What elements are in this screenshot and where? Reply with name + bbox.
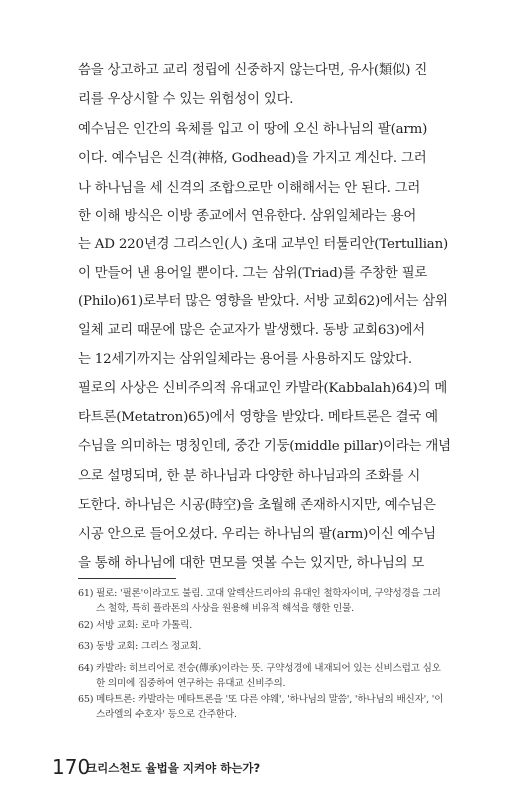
body-line: 으로 설명되며, 한 분 하나님과 다양한 하나님과의 조화를 시: [78, 469, 421, 484]
footnote-text: 서방 교회: 로마 가톨릭.: [96, 620, 193, 631]
body-line: (Philo)61)로부터 많은 영향을 받았다. 서방 교회62)에서는 삼위: [78, 294, 448, 309]
footnote-text: 필로: '필론'이라고도 불림. 고대 알렉산드리아의 유대인 철학자이며, 구약성경을 그리: [96, 588, 441, 599]
body-line: 일체 교리 때문에 많은 순교자가 발생했다. 동방 교회63)에서: [78, 323, 426, 338]
body-line: 도한다. 하나님은 시공(時空)을 초월해 존재하시지만, 예수님은: [78, 498, 436, 513]
body-line: 리를 우상시할 수 있는 위험성이 있다.: [78, 92, 294, 107]
body-line: 씀을 상고하고 교리 정립에 신중하지 않는다면, 유사(類似) 진: [78, 63, 428, 78]
body-line: 수님을 의미하는 명칭인데, 중간 기둥(middle pillar)이라는 개념: [78, 439, 451, 454]
footnote: [78, 618, 448, 633]
page-number: 170: [52, 755, 91, 779]
footnote-text-continued: 스라엘의 수호자' 등으로 간주한다.: [96, 709, 237, 720]
body-line: 이 만들어 낸 용어일 뿐이다. 그는 삼위(Triad)를 주창한 필로: [78, 266, 428, 281]
footnote-number: 63): [78, 641, 94, 652]
footnote-text: 동방 교회: 그리스 정교회.: [96, 641, 202, 652]
footnote-text-continued: 스 철학, 특히 플라톤의 사상을 원용해 비유적 해석을 행한 인물.: [96, 603, 355, 614]
body-line: 는 AD 220년경 그리스인(人) 초대 교부인 터툴리안(Tertullian): [78, 237, 449, 252]
body-line: 는 12세기까지는 삼위일체라는 용어를 사용하지도 않았다.: [78, 352, 412, 367]
footnote: [78, 692, 448, 722]
footnote-rule: [78, 578, 176, 579]
body-line: 필로의 사상은 신비주의적 유대교인 카발라(Kabbalah)64)의 메: [78, 381, 448, 396]
body-line: 한 이해 방식은 이방 종교에서 연유한다. 삼위일체라는 용어: [78, 209, 417, 224]
footnote-number: 61): [78, 588, 94, 599]
footnote-number: 62): [78, 620, 94, 631]
footnote-text-continued: 한 의미에 집중하여 연구하는 유대교 신비주의.: [96, 678, 286, 689]
body-line: 나 하나님을 세 신격의 조합으로만 이해해서는 안 된다. 그러: [78, 181, 421, 196]
body-line: 예수님은 인간의 육체를 입고 이 땅에 오신 하나님의 팔(arm): [78, 122, 428, 137]
body-line: 시공 안으로 들어오셨다. 우리는 하나님의 팔(arm)이신 예수님: [78, 527, 436, 542]
footnote-text: 메타트론: 카발라는 메타트론을 '또 다른 야웨', '하나님의 말씀', '하나님의 배신자', '이: [96, 694, 444, 705]
body-line: 을 통해 하나님에 대한 면모를 엿볼 수는 있지만, 하나님의 모: [78, 556, 425, 571]
body-line: 이다. 예수님은 신격(神格, Godhead)을 가지고 계신다. 그러: [78, 151, 427, 166]
footnote: [78, 586, 448, 616]
body-line: 타트론(Metatron)65)에서 영향을 받았다. 메타트론은 결국 예: [78, 410, 438, 425]
footnote-number: 65): [78, 694, 94, 705]
footnote: [78, 639, 448, 654]
running-title: 크리스천도 율법을 지켜야 하는가?: [86, 761, 261, 775]
footnote-number: 64): [78, 663, 94, 674]
footnote-text: 카발라: 히브리어로 전승(傳承)이라는 뜻. 구약성경에 내재되어 있는 신비스럽고 심오: [96, 663, 441, 674]
footnote: [78, 661, 448, 691]
